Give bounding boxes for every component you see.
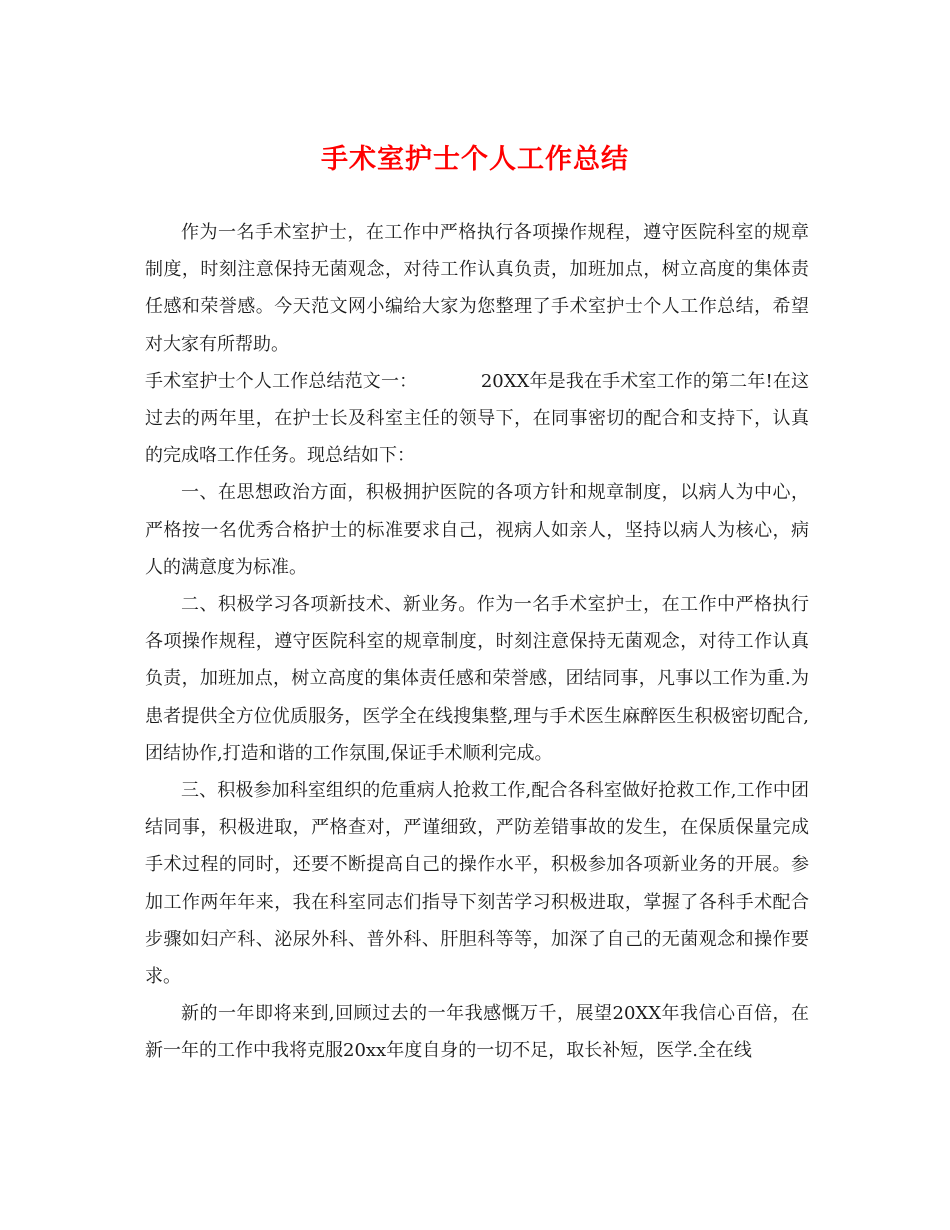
paragraph-section-one: 一、在思想政治方面，积极拥护医院的各项方针和规章制度，以病人为中心，严格按一名优秀合格护士的标准要求自己，视病人如亲人，坚持以病人为核心，病人的满意度为标准。 <box>145 482 809 578</box>
paragraph-new-year: 新的一年即将来到,回顾过去的一年我感慨万千，展望20XX年我信心百倍，在新一年的工作中我将克服20xx年度自身的一切不足，取长补短，医学.全在线 <box>145 1003 809 1062</box>
document-title: 手术室护士个人工作总结 <box>321 144 629 175</box>
paragraph-sample-one: 手术室护士个人工作总结范文一： 20XX年是我在手术室工作的第二年!在这过去的两年里，在护士长及科室主任的领导下，在同事密切的配合和支持下，认真的完成咯工作任务。现总结如下： <box>145 370 809 467</box>
paragraph-section-two: 二、积极学习各项新技术、新业务。作为一名手术室护士，在工作中严格执行各项操作规程，遵守医院科室的规章制度，时刻注意保持无菌观念，对待工作认真负责，加班加点，树立高度的集体责任感和荣誉感，团结同事，凡事以工作为重.为患者提供全方位优质服务，医学全在线搜集整,理与手术医生麻醉医生积极密切配合,团结协作,打造和谐的工作氛围,保证手术顺利完成。 <box>145 594 809 764</box>
document-body <box>145 214 809 1070</box>
paragraph-section-three: 三、积极参加科室组织的危重病人抢救工作,配合各科室做好抢救工作,工作中团结同事，积极进取，严格查对，严谨细致，严防差错事故的发生，在保质保量完成手术过程的同时，还要不断提高自己的操作水平，积极参加各项新业务的开展。参加工作两年年来，我在科室同志们指导下刻苦学习积极进取，掌握了各科手术配合步骤如妇产科、泌尿外科、普外科、肝胆科等等，加深了自己的无菌观念和操作要求。 <box>145 780 809 988</box>
paragraph-intro: 作为一名手术室护士，在工作中严格执行各项操作规程，遵守医院科室的规章制度，时刻注意保持无菌观念，对待工作认真负责，加班加点，树立高度的集体责任感和荣誉感。今天范文网小编给大家为您整理了手术室护士个人工作总结，希望对大家有所帮助。 <box>145 222 809 355</box>
